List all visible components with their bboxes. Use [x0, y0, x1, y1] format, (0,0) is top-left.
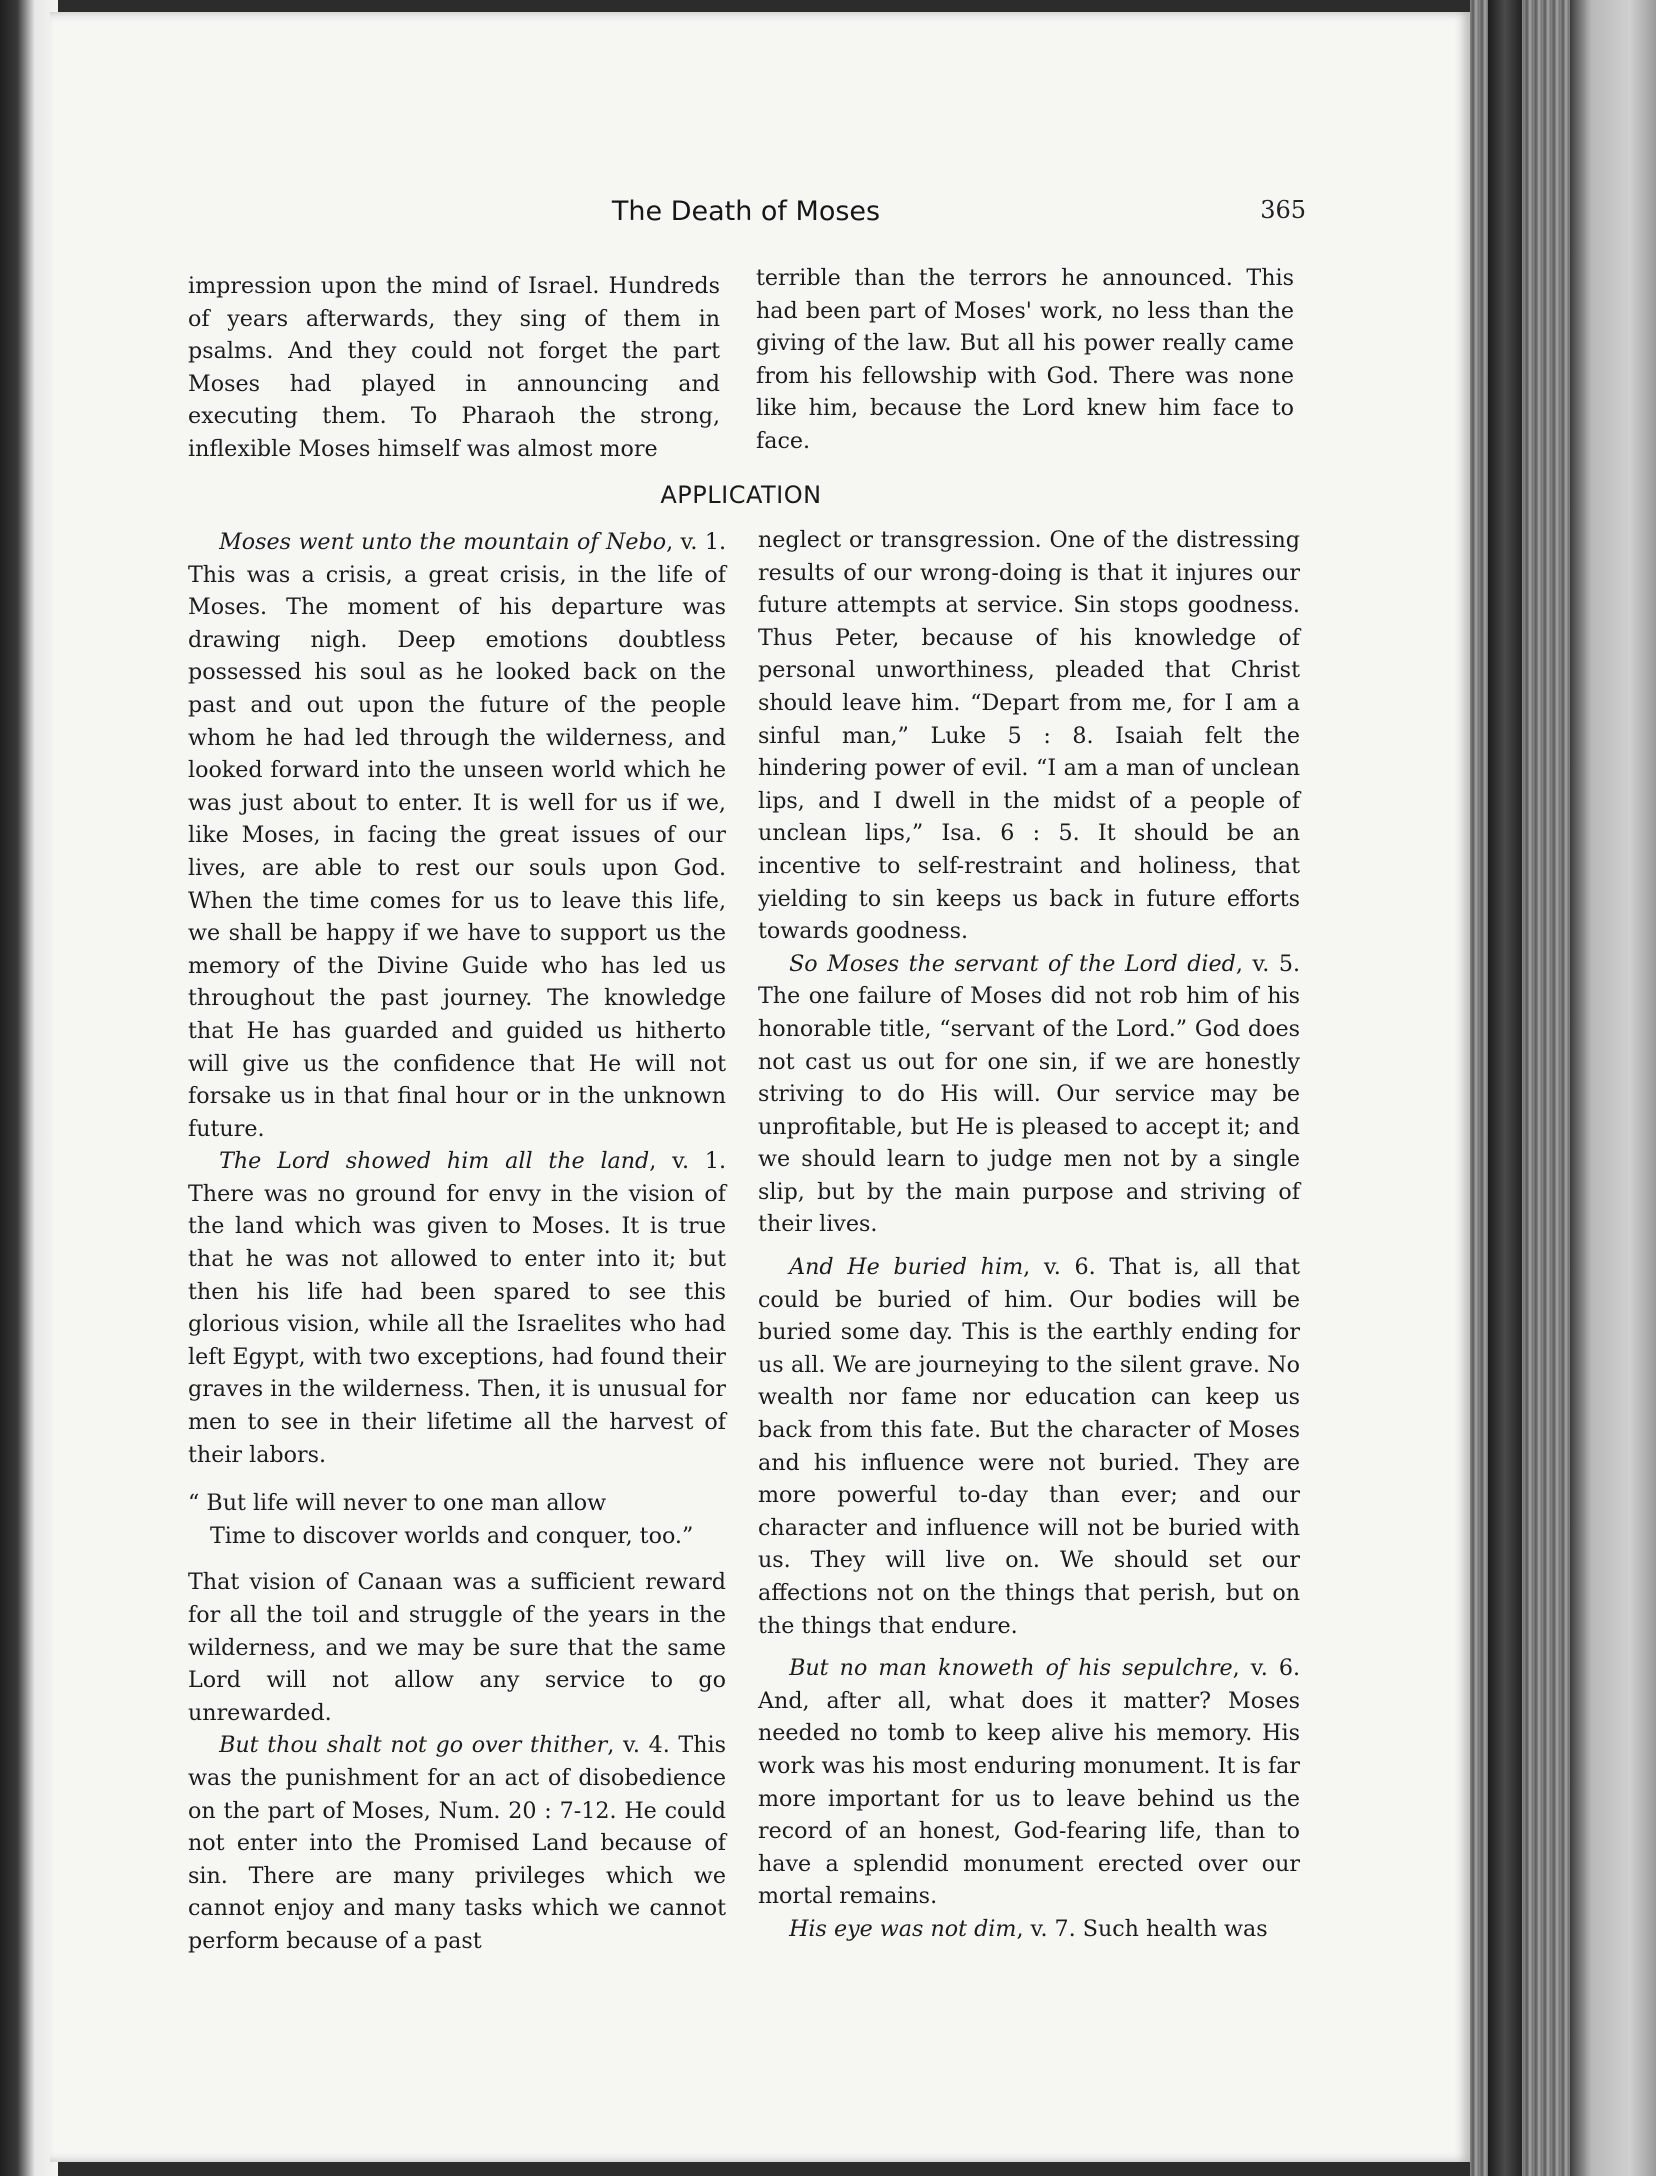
- paragraph: [188, 526, 726, 1145]
- verse-reference: The Lord showed him all the land: [219, 1148, 650, 1175]
- paragraph: [188, 1145, 726, 1471]
- binding-band: [1488, 0, 1522, 2176]
- paragraph: impression upon the mind of Israel. Hundreds of years afterwards, they sing of them in psalms. And they could not forget the part Moses had played in announcing and executing them. To Pharaoh the strong, inflexible Moses himself was almost more: [188, 273, 720, 462]
- application-right-column: [758, 524, 1300, 1946]
- quote-line: Time to discover worlds and conquer, too.”: [210, 1522, 694, 1549]
- paragraph-text: , v. 5. The one failure of Moses did not rob him of his honorable title, “servant of the Lord.” God does not cast us out for one sin, if we are honestly striving to do His will. Our service may be unprofitable, but He is pleased to accept it; and we should learn to judge men not by a single slip, but by the main purpose and striving of their lives.: [758, 950, 1300, 1238]
- verse-reference: And He buried him: [789, 1254, 1024, 1281]
- paragraph: [758, 1652, 1300, 1913]
- section-heading: APPLICATION: [660, 481, 822, 509]
- verse-reference: So Moses the servant of the Lord died: [789, 950, 1236, 977]
- verse-reference: Moses went unto the mountain of Nebo: [219, 529, 667, 555]
- paragraph: [188, 1729, 726, 1957]
- poem-quote: [188, 1487, 726, 1552]
- paragraph: neglect or transgression. One of the distressing results of our wrong-doing is that it injures our future attempts at service. Sin stops goodness. Thus Peter, because of his knowledge of personal unworthiness, pleaded that Christ should leave him. “Depart from me, for I am a sinful man,” Luke 5 : 8. Isaiah felt the hindering power of evil. “I am a man of unclean lips, and I dwell in the midst of a people of unclean lips,” Isa. 6 : 5. It should be an incentive to self-restraint and holiness, that yielding to sin keeps us back in future efforts towards goodness.: [758, 527, 1300, 945]
- paragraph-text: , v. 4. This was the punishment for an act of disobedience on the part of Moses, Num. 20 : 7-12. He could not enter into the Promised Land because of sin. There are many privileges which we cannot enjoy and many tasks which we cannot perform because of a past: [188, 1732, 726, 1954]
- verse-reference: But thou shalt not go over thither: [219, 1732, 608, 1759]
- top-right-column: [756, 262, 1294, 458]
- paragraph-text: , v. 1. This was a crisis, a great crisis, in the life of Moses. The moment of his departure was drawing nigh. Deep emotions doubtless possessed his soul as he looked back on the past and out upon the future of the people whom he had led through the wilderness, and looked forward into the unseen world which he was just about to enter. It is well for us if we, like Moses, in facing the great issues of our lives, are able to rest our souls upon God. When the time comes for us to leave this life, we shall be happy if we have to support us the memory of the Divine Guide who has led us throughout the past journey. The knowledge that He has guarded and guided us hitherto will give us the confidence that He will not forsake us in that final hour or in the unknown future.: [188, 529, 727, 1142]
- paragraph-text: , v. 7. Such health was: [1016, 1915, 1268, 1942]
- page-header: [186, 196, 1306, 236]
- verse-reference: His eye was not dim: [789, 1915, 1017, 1942]
- book-cover-edge: [1570, 0, 1656, 2176]
- paragraph: [758, 1913, 1300, 1946]
- paragraph: terrible than the terrors he announced. This had been part of Moses' work, no less than the giving of the law. But all his power really came from his fellowship with God. There was none like him, because the Lord knew him face to face.: [756, 265, 1294, 454]
- paragraph: [758, 1251, 1300, 1642]
- verse-reference: But no man knoweth of his sepulchre: [789, 1655, 1233, 1682]
- quote-line: “ But life will never to one man allow: [188, 1490, 607, 1517]
- top-left-column: [188, 270, 720, 466]
- page-number: 365: [1260, 196, 1306, 224]
- paragraph: That vision of Canaan was a sufficient reward for all the toil and struggle of the years in the wilderness, and we may be sure that the same Lord will not allow any service to go unrewarded.: [188, 1569, 726, 1726]
- paragraph-text: , v. 6. And, after all, what does it matter? Moses needed no tomb to keep alive his memory. His work was his most enduring monument. It is far more important for us to leave behind us the record of an honest, God-fearing life, than to have a splendid monument erected over our mortal remains.: [758, 1655, 1301, 1910]
- book-fore-edge: [1470, 0, 1656, 2176]
- paragraph: [758, 948, 1300, 1241]
- paragraph-text: , v. 6. That is, all that could be buried of him. Our bodies will be buried some day. This is the earthly ending for us all. We are journeying to the silent grave. No wealth nor fame nor education can keep us back from this fate. But the character of Moses and his influence were not buried. They are more powerful to-day than ever; and our character and influence will not be buried with us. They will live on. We should set our affections not on the things that perish, but on the things that endure.: [758, 1254, 1301, 1639]
- application-left-column: [188, 526, 726, 1958]
- running-title: The Death of Moses: [611, 196, 881, 227]
- paragraph-text: , v. 1. There was no ground for envy in the vision of the land which was given to Moses. It is true that he was not allowed to enter into it; but then his life had been spared to see this glorious vision, while all the Israelites who had left Egypt, with two exceptions, had found their graves in the wilderness. Then, it is unusual for men to see in their lifetime all the harvest of their labors.: [188, 1148, 727, 1468]
